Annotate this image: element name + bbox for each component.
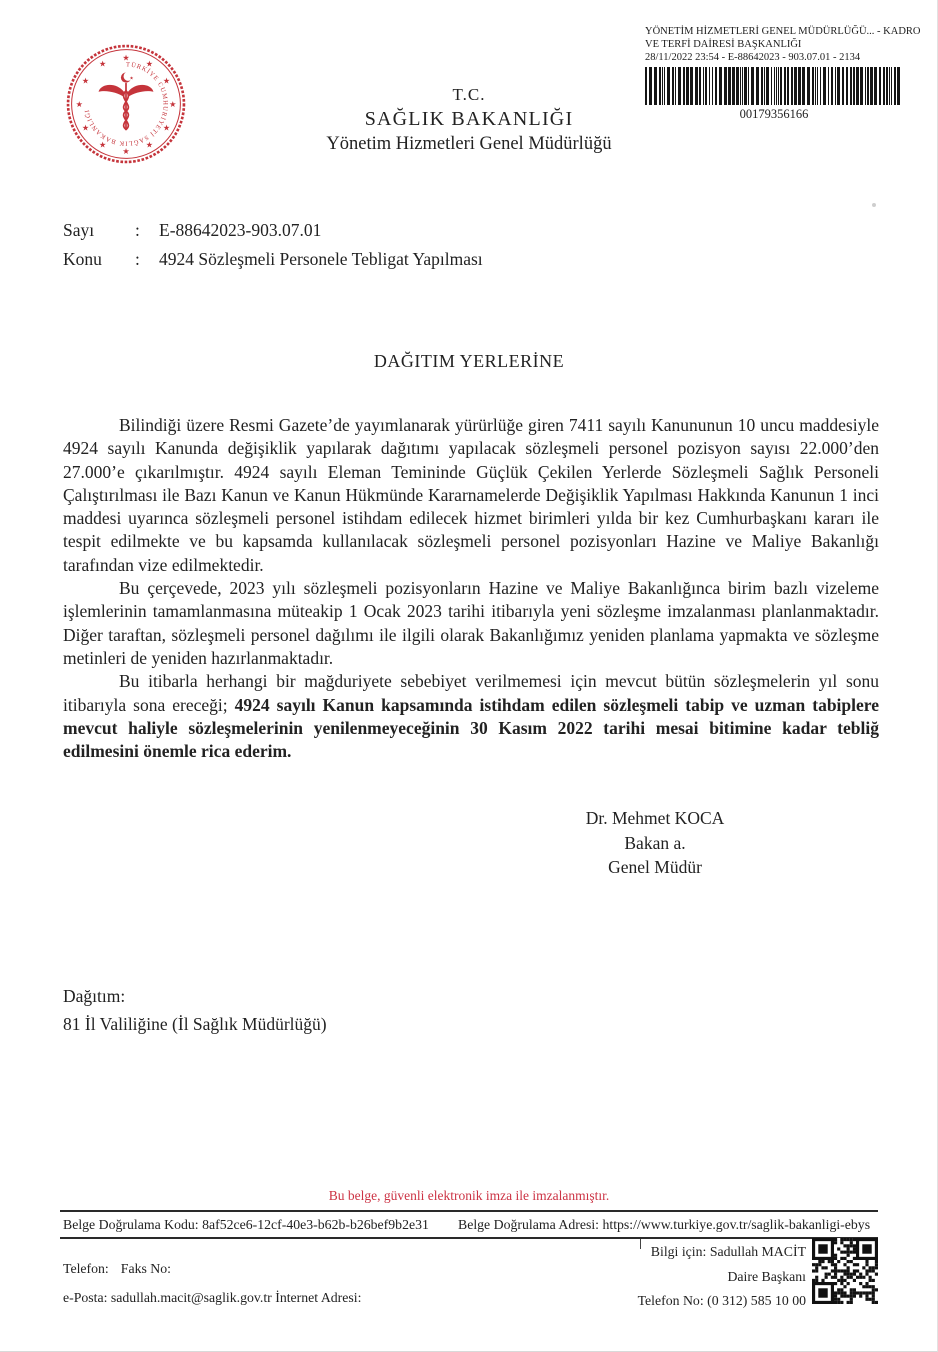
footer-contact-right (520, 1240, 806, 1314)
konu-label: Konu (63, 248, 102, 269)
konu-row (63, 245, 489, 274)
svg-text:★: ★ (122, 145, 130, 156)
svg-text:★: ★ (162, 75, 171, 86)
sayi-value: E-88642023-903.07.01 (159, 220, 322, 240)
footer-divider-bottom (60, 1237, 878, 1239)
verification-code: 8af52ce6-12cf-40e3-b62b-b26bef9b2e31 (202, 1217, 429, 1232)
svg-text:★: ★ (122, 52, 130, 63)
verification-address-url: https://www.turkiye.gov.tr/saglik-bakanligi-ebys (602, 1217, 871, 1232)
footer-divider-top (60, 1210, 878, 1212)
svg-text:★: ★ (98, 139, 107, 150)
letterhead-directorate: Yönetim Hizmetleri Genel Müdürlüğü (326, 134, 612, 154)
phone-label: Telefon: (63, 1261, 109, 1276)
sayi-row (63, 216, 489, 245)
body-paragraph-3 (63, 670, 879, 763)
info-phone-row (520, 1289, 806, 1314)
footer-phone-row (63, 1254, 583, 1283)
svg-text:★: ★ (145, 58, 154, 69)
body-paragraph-1: Bilindiği üzere Resmi Gazete’de yayımlanarak yürürlüğe giren 7411 sayılı Kanununun 10 uncu maddesiyle 4924 sayılı Kanunda değişiklik yapılarak dağıtımı yapılacak sözleşmeli personel pozisyon sayısı 22.000’den 27.000’e çıkarılmıştır. 4924 sayılı Eleman Temininde Güçlük Çekilen Yerlerde Sözleşmeli Sağlık Personeli Çalıştırılması ile Bazı Kanun ve Kanun Hükmünde Kararnamelerde Değişiklik Yapılması Hakkında Kanunun 1 inci maddesi uyarınca sözleşmeli personel istihdam edilecek hizmet birimleri yılda bir kez Cumhurbaşkanı kararı ile tespit edilmekte ve bu kapsamda kullanılacak sözleşmeli personel pozisyonları Hazine ve Maliye Bakanlığı tarafından vize edilmektedir. (63, 415, 879, 575)
info-title-row: Daire Başkanı (727, 1268, 806, 1284)
stamp-unit-line2: VE TERFİ DAİRESİ BAŞKANLIĞI (645, 39, 802, 50)
signature-block (500, 806, 810, 880)
letterhead (230, 84, 708, 157)
svg-text:★: ★ (162, 122, 171, 133)
sayi-label: Sayı (63, 220, 95, 240)
caduceus-icon (99, 72, 154, 130)
info-person-row (520, 1240, 806, 1265)
verification-line (63, 1216, 879, 1234)
svg-text:★: ★ (81, 122, 90, 133)
distribution-label: Dağıtım: (63, 986, 126, 1006)
esign-notice: Bu belge, güvenli elektronik imza ile imzalanmıştır. (328, 1188, 610, 1203)
info-name: Sadullah MACİT (709, 1244, 806, 1259)
qr-code (812, 1238, 878, 1304)
info-label: Bilgi için: (650, 1244, 707, 1259)
stamp-unit-line1: YÖNETİM HİZMETLERİ GENEL MÜDÜRLÜĞÜ... - KADRO (645, 26, 921, 37)
distribution-item: 81 İl Valiliğine (İl Sağlık Müdürlüğü) (63, 1014, 327, 1034)
registration-stamp (645, 25, 921, 122)
ministry-seal-logo (65, 43, 187, 165)
scan-artifact-dot (872, 203, 876, 207)
letterhead-tc: T.C. (452, 85, 486, 104)
konu-value: 4924 Sözleşmeli Personele Tebligat Yapılması (159, 248, 483, 269)
internet-label: İnternet Adresi: (275, 1290, 362, 1305)
info-phone-value: (0 312) 585 10 00 (707, 1293, 806, 1308)
stamp-date-number: 28/11/2022 23:54 - E-88642023 - 903.07.01 - 2134 (645, 52, 861, 63)
barcode-number: 00179356166 (739, 107, 809, 121)
barcode-image (645, 67, 903, 105)
svg-text:★: ★ (169, 99, 177, 110)
seal-emblem-icon (65, 43, 187, 165)
svg-text:★: ★ (129, 76, 134, 82)
fax-label: Faks No: (120, 1261, 171, 1276)
konu-colon: : (135, 248, 140, 269)
letter-body (63, 414, 879, 763)
signer-name: Dr. Mehmet KOCA (585, 808, 725, 828)
verification-code-label: Belge Doğrulama Kodu: (63, 1217, 199, 1232)
verification-address-label: Belge Doğrulama Adresi: (458, 1217, 600, 1232)
paragraph-3-normal: Bu itibarla herhangi bir mağduriyete sebebiyet verilmemesi için mevcut bütün sözleşmelerin yıl sonu itibarıyla sona ereceği; (63, 671, 879, 715)
verification-address-group (458, 1216, 870, 1234)
footer-email-row (63, 1283, 583, 1312)
svg-text:★: ★ (98, 58, 107, 69)
svg-text:★: ★ (75, 99, 83, 110)
sayi-colon: : (135, 220, 140, 240)
paragraph-3-bold: 4924 sayılı Kanun kapsamında istihdam edilen sözleşmeli tabip ve uzman tabiplere mevcut haliyle sözleşmelerinin yenilenmeyeceğinin 30 Kasım 2022 tarihi mesai bitimine kadar tebliğ edilmesini önemle rica ederim. (63, 694, 880, 762)
distribution-block (63, 982, 327, 1038)
signer-title1: Bakan a. (624, 832, 686, 853)
body-paragraph-2: Bu çerçevede, 2023 yılı sözleşmeli pozisyonların Hazine ve Maliye Bakanlığınca birim bazlı vizeleme işlemlerinin tamamlanmasına müteakip 1 Ocak 2023 tarihi itibarıyla yeni sözleşme imzalanması planlanmaktadır. Diğer taraftan, sözleşmeli personel dağılımı ile ilgili olarak Bakanlığımız yeniden planlama yapmakta ve sözleşme metinleri de yeniden hazırlanmaktadır. (63, 578, 879, 668)
info-phone-label: Telefon No: (637, 1293, 704, 1308)
recipient-line: DAĞITIM YERLERİNE (373, 351, 565, 371)
email-label: e-Posta: (63, 1290, 108, 1305)
email-value: sadullah.macit@saglik.gov.tr (110, 1290, 272, 1305)
svg-text:★: ★ (81, 75, 90, 86)
svg-text:★: ★ (145, 139, 154, 150)
footer-contact-left (63, 1254, 583, 1312)
document-meta (63, 216, 489, 273)
signer-title2: Genel Müdür (608, 857, 702, 877)
seal-circular-text: TÜRKİYE CUMHURİYETİ SAĞLIK BAKANLIĞI (83, 61, 169, 147)
letterhead-ministry: SAĞLIK BAKANLIĞI (364, 108, 574, 130)
